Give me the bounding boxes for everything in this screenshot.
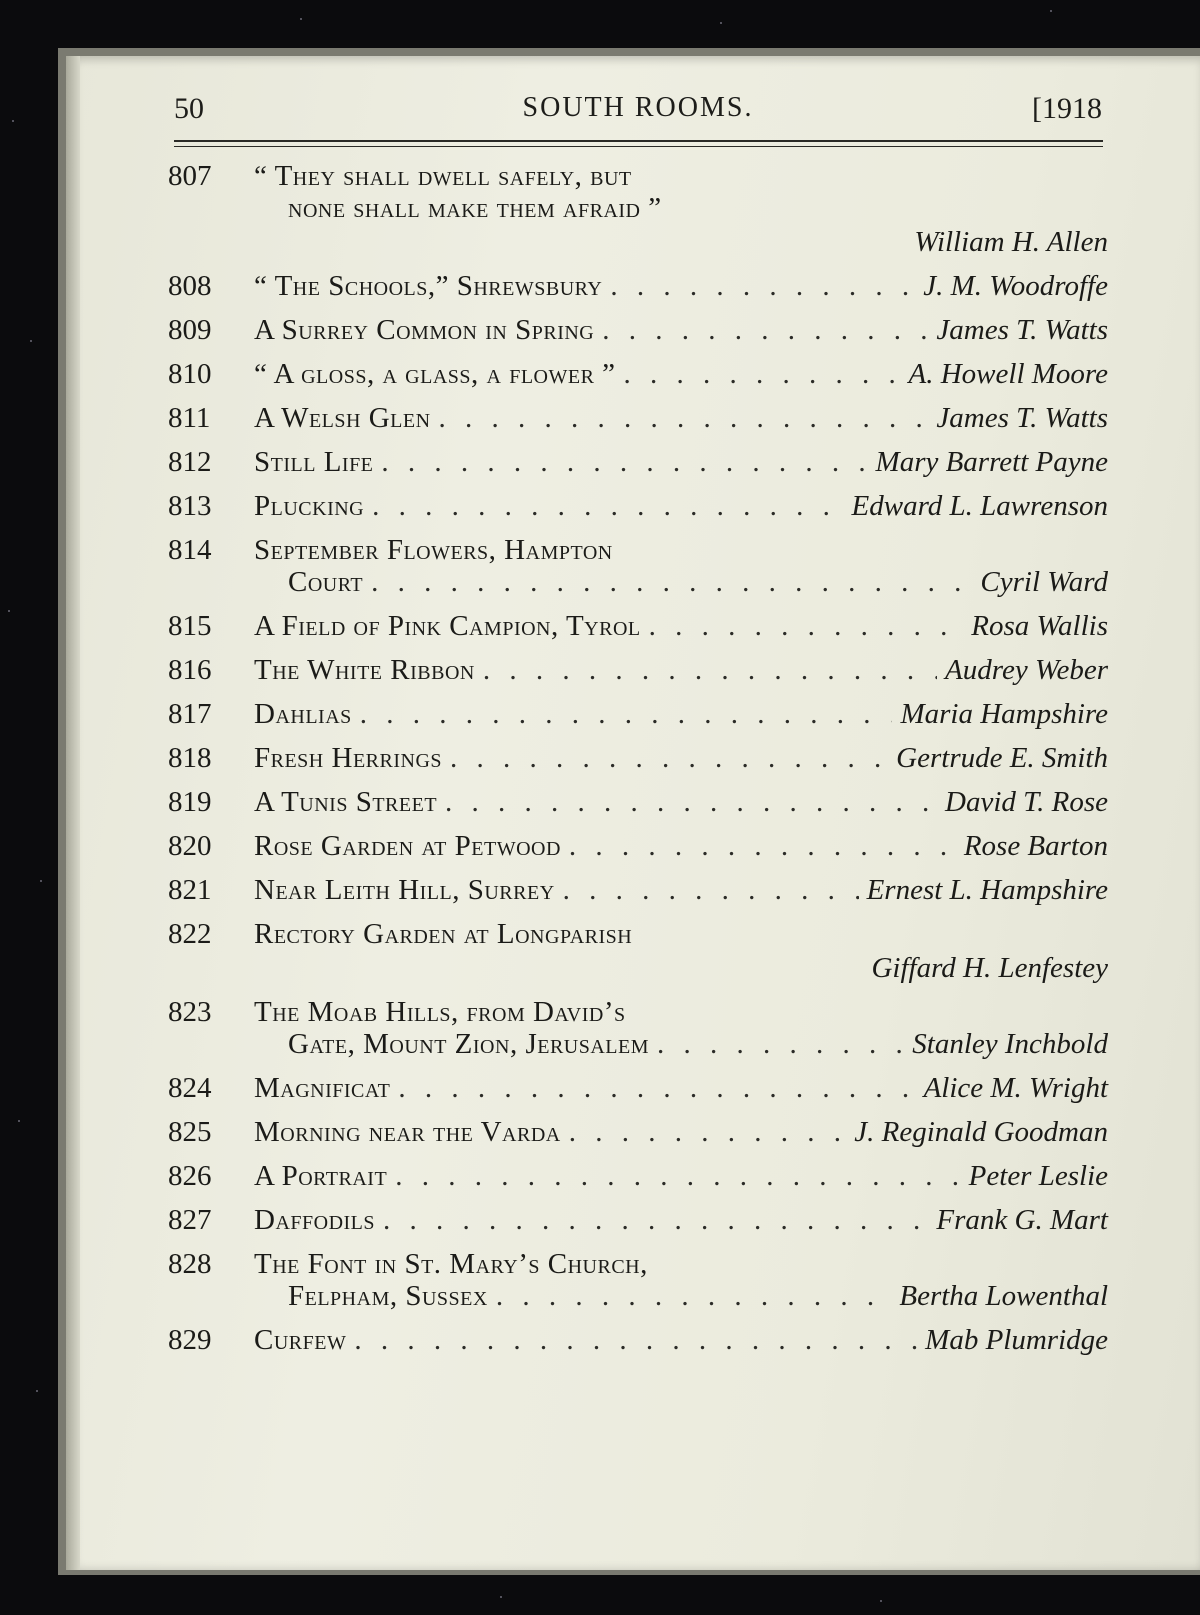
entry-title-row (254, 490, 1108, 522)
entry-title-row (254, 830, 1108, 862)
entry-body (254, 534, 1108, 598)
entry-title-row (254, 654, 1108, 686)
entry-body (254, 874, 1108, 906)
entry-number: 820 (168, 830, 212, 862)
running-header (174, 92, 1102, 132)
entry-number: 829 (168, 1324, 212, 1356)
entry-title: Rose Garden at Petwood (254, 830, 561, 862)
entry-artist: Edward L. Lawrenson (851, 490, 1108, 522)
catalogue-entry (168, 654, 1108, 686)
entry-title: The White Ribbon (254, 654, 475, 686)
catalogue-entry (168, 534, 1108, 598)
entry-body (254, 446, 1108, 478)
entry-title: Plucking (254, 490, 365, 522)
entry-artist: Frank G. Mart (936, 1204, 1108, 1236)
entry-title: Dahlias (254, 698, 352, 730)
entry-artist: Mary Barrett Payne (875, 446, 1108, 478)
dot-leader (569, 1116, 847, 1148)
entry-artist: Mab Plumridge (925, 1324, 1108, 1356)
entry-title: Near Leith Hill, Surrey (254, 874, 555, 906)
catalogue-entry (168, 874, 1108, 906)
entry-number: 814 (168, 534, 212, 566)
catalogue-entry (168, 830, 1108, 862)
entry-title: Daffodils (254, 1204, 376, 1236)
entry-title-row (254, 534, 1108, 566)
entry-artist: David T. Rose (945, 786, 1108, 818)
dot-leader (624, 358, 901, 390)
entry-number: 815 (168, 610, 212, 642)
entry-number: 817 (168, 698, 212, 730)
entry-body (254, 270, 1108, 302)
catalogue-entry (168, 1072, 1108, 1104)
entry-number: 818 (168, 742, 212, 774)
entry-number: 826 (168, 1160, 212, 1192)
entry-number: 813 (168, 490, 212, 522)
background-speck (500, 1596, 502, 1598)
catalogue-entry (168, 1324, 1108, 1356)
entry-title-row (254, 446, 1108, 478)
entry-title: Gate, Mount Zion, Jerusalem (288, 1028, 650, 1060)
catalogue-entry (168, 786, 1108, 818)
entry-title-row (254, 996, 1108, 1028)
dot-leader (657, 1028, 904, 1060)
entry-number: 822 (168, 918, 212, 950)
entry-body (254, 918, 1108, 984)
entry-body (254, 1204, 1108, 1236)
catalogue-entry (168, 996, 1108, 1060)
catalogue-list (168, 160, 1108, 1368)
dot-leader (483, 654, 937, 686)
entry-artist: Cyril Ward (980, 566, 1108, 598)
dot-leader (445, 786, 937, 818)
entry-body (254, 1072, 1108, 1104)
header-rule-thin (174, 146, 1103, 147)
dot-leader (450, 742, 888, 774)
entry-title: A Surrey Common in Spring (254, 314, 595, 346)
background-speck (36, 1390, 38, 1392)
catalogue-entry (168, 160, 1108, 258)
entry-artist: Gertrude E. Smith (896, 742, 1108, 774)
entry-title-row (254, 1280, 1108, 1312)
page-gutter (66, 56, 80, 1570)
entry-title: “ The Schools,” Shrewsbury (254, 270, 603, 302)
entry-title-row (254, 270, 1108, 302)
entry-artist: Maria Hampshire (900, 698, 1108, 730)
background-speck (8, 610, 10, 612)
catalogue-entry (168, 490, 1108, 522)
catalogue-entry (168, 742, 1108, 774)
entry-title: A Welsh Glen (254, 402, 431, 434)
entry-title-row (254, 742, 1108, 774)
section-title: SOUTH ROOMS. (522, 92, 754, 123)
dot-leader (372, 490, 843, 522)
entry-artist: Rosa Wallis (971, 610, 1108, 642)
catalogue-entry (168, 358, 1108, 390)
entry-title: Morning near the Varda (254, 1116, 561, 1148)
dot-leader (381, 446, 867, 478)
catalogue-entry (168, 1204, 1108, 1236)
entry-title-row (254, 786, 1108, 818)
dot-leader (649, 610, 964, 642)
entry-title: Felpham, Sussex (288, 1280, 488, 1312)
entry-title-row (254, 402, 1108, 434)
catalogue-entry (168, 1116, 1108, 1148)
entry-title: Rectory Garden at Longparish (254, 918, 633, 950)
entry-artist: Audrey Weber (945, 654, 1108, 686)
entry-artist: Giffard H. Lenfestey (871, 952, 1108, 984)
catalogue-entry (168, 402, 1108, 434)
entry-number: 825 (168, 1116, 212, 1148)
entry-title-row (254, 698, 1108, 730)
dot-leader (563, 874, 859, 906)
entry-body (254, 1324, 1108, 1356)
background-speck (40, 880, 42, 882)
entry-title: A Tunis Street (254, 786, 438, 818)
entry-title: Fresh Herrings (254, 742, 443, 774)
background-speck (30, 340, 32, 342)
background-speck (880, 1600, 882, 1602)
dot-leader (439, 402, 929, 434)
dot-leader (610, 270, 915, 302)
entry-title: Magnificat (254, 1072, 391, 1104)
entry-number: 809 (168, 314, 212, 346)
entry-title-row (254, 918, 1108, 950)
dot-leader (496, 1280, 892, 1312)
dot-leader (354, 1324, 917, 1356)
entry-title: A Field of Pink Campion, Tyrol (254, 610, 641, 642)
entry-number: 812 (168, 446, 212, 478)
entry-title-row (254, 358, 1108, 390)
catalogue-entry (168, 698, 1108, 730)
dot-leader (371, 566, 972, 598)
entry-body (254, 1160, 1108, 1192)
entry-body (254, 490, 1108, 522)
background-speck (300, 18, 302, 20)
entry-artist: J. M. Woodroffe (923, 270, 1108, 302)
dot-leader (383, 1204, 928, 1236)
entry-title-row (254, 1028, 1108, 1060)
entry-title: September Flowers, Hampton (254, 534, 613, 566)
entry-title: “ They shall dwell safely, but (254, 160, 632, 192)
entry-body (254, 358, 1108, 390)
entry-title: Court (288, 566, 364, 598)
catalogue-entry (168, 314, 1108, 346)
dot-leader (602, 314, 928, 346)
entry-body (254, 402, 1108, 434)
entry-artist: Ernest L. Hampshire (866, 874, 1108, 906)
entry-artist: Alice M. Wright (923, 1072, 1108, 1104)
catalogue-entry (168, 610, 1108, 642)
entry-artist: Rose Barton (963, 830, 1108, 862)
background-speck (12, 120, 14, 122)
entry-artist: J. Reginald Goodman (854, 1116, 1108, 1148)
catalogue-entry (168, 918, 1108, 984)
entry-body (254, 1248, 1108, 1312)
entry-body (254, 830, 1108, 862)
entry-title-row (254, 192, 1108, 224)
entry-title-row (254, 160, 1108, 192)
entry-title-row (254, 1116, 1108, 1148)
entry-title-row (254, 566, 1108, 598)
page-number: 50 (174, 92, 204, 125)
entry-body (254, 996, 1108, 1060)
entry-title-row (254, 1248, 1108, 1280)
entry-artist: Stanley Inchbold (912, 1028, 1108, 1060)
entry-title: “ A gloss, a glass, a flower ” (254, 358, 616, 390)
entry-title-row (254, 1160, 1108, 1192)
entry-number: 823 (168, 996, 212, 1028)
entry-body (254, 742, 1108, 774)
entry-title: Curfew (254, 1324, 347, 1356)
entry-body (254, 654, 1108, 686)
entry-body (254, 786, 1108, 818)
entry-body (254, 610, 1108, 642)
entry-title: The Moab Hills, from David’s (254, 996, 626, 1028)
entry-title: Still Life (254, 446, 374, 478)
dot-leader (569, 830, 956, 862)
dot-leader (360, 698, 893, 730)
entry-body (254, 1116, 1108, 1148)
entry-title-row (254, 1324, 1108, 1356)
entry-title-row (254, 1204, 1108, 1236)
entry-number: 824 (168, 1072, 212, 1104)
entry-artist: A. Howell Moore (908, 358, 1108, 390)
entry-artist: Peter Leslie (968, 1160, 1108, 1192)
header-rule (174, 140, 1103, 142)
entry-artist: James T. Watts (936, 314, 1108, 346)
entry-number: 808 (168, 270, 212, 302)
entry-number: 827 (168, 1204, 212, 1236)
entry-title-row (254, 1072, 1108, 1104)
entry-title: The Font in St. Mary’s Church, (254, 1248, 648, 1280)
entry-number: 819 (168, 786, 212, 818)
entry-title: A Portrait (254, 1160, 388, 1192)
catalogue-entry (168, 446, 1108, 478)
entry-artist: Bertha Lowenthal (899, 1280, 1108, 1312)
entry-number: 810 (168, 358, 212, 390)
catalogue-entry (168, 1160, 1108, 1192)
entry-body (254, 314, 1108, 346)
entry-title-row (254, 874, 1108, 906)
catalogue-entry (168, 1248, 1108, 1312)
entry-body (254, 698, 1108, 730)
entry-number: 828 (168, 1248, 212, 1280)
entry-number: 807 (168, 160, 212, 192)
entry-body (254, 160, 1108, 258)
entry-number: 811 (168, 402, 211, 434)
background-speck (720, 22, 722, 24)
entry-title-row (254, 314, 1108, 346)
catalogue-entry (168, 270, 1108, 302)
entry-number: 821 (168, 874, 212, 906)
background-speck (18, 1120, 20, 1122)
entry-title: none shall make them afraid ” (288, 192, 662, 224)
entry-artist: William H. Allen (914, 226, 1108, 258)
dot-leader (395, 1160, 960, 1192)
entry-artist: James T. Watts (936, 402, 1108, 434)
dot-leader (398, 1072, 915, 1104)
background-speck (1050, 10, 1052, 12)
entry-number: 816 (168, 654, 212, 686)
year-label: [1918 (1032, 92, 1102, 125)
entry-title-row (254, 610, 1108, 642)
